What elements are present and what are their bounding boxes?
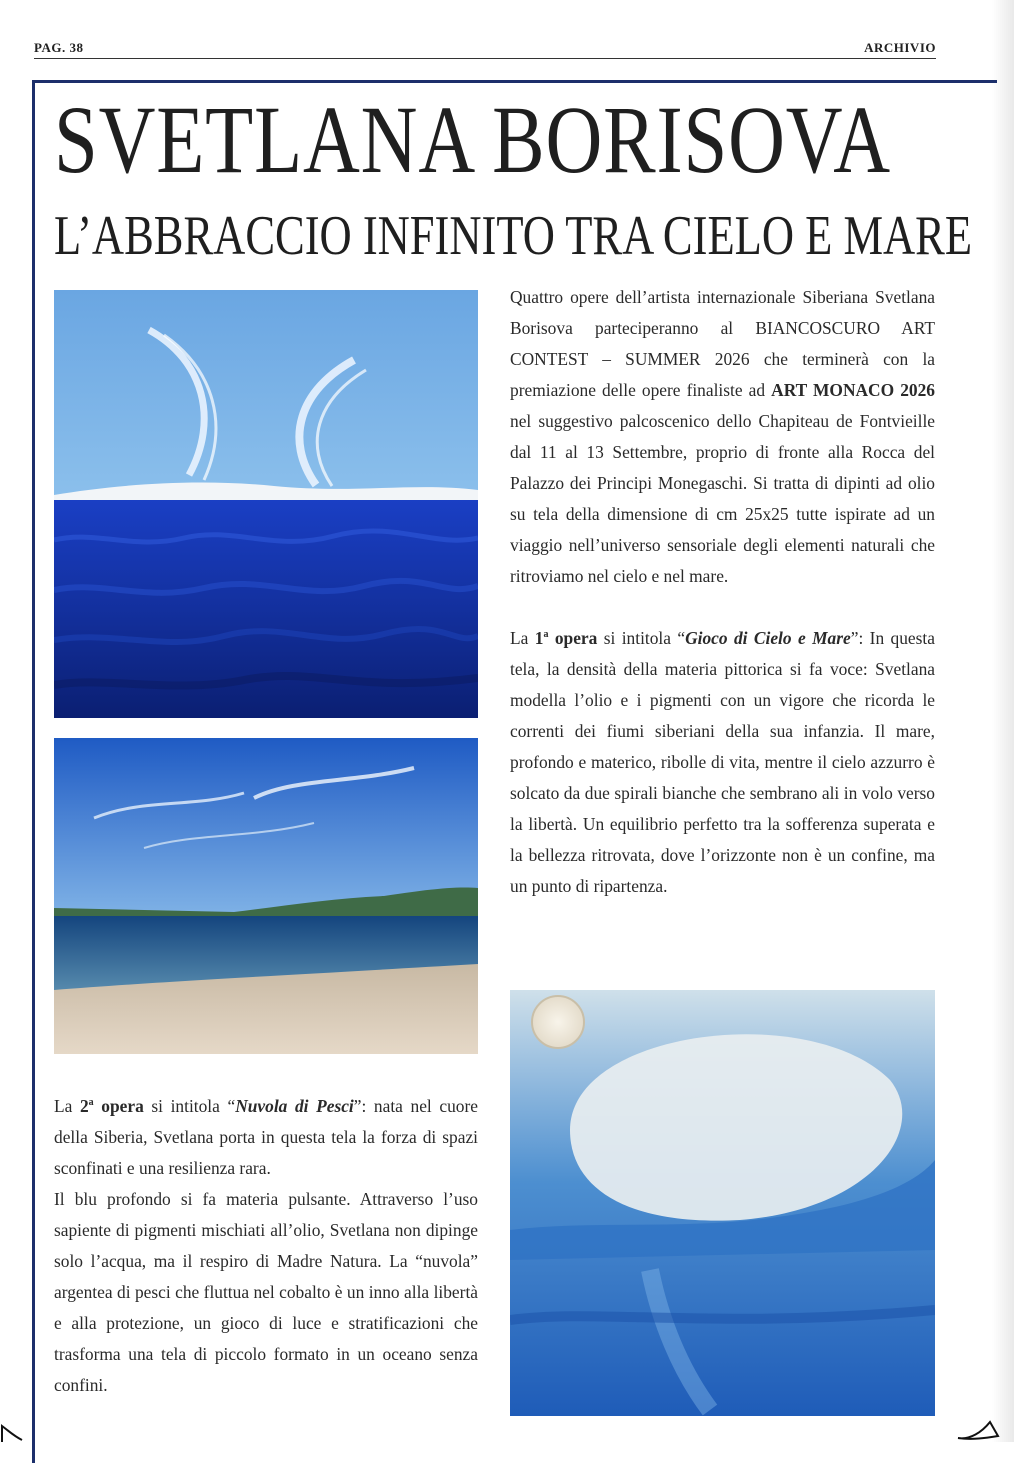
photo-beach — [54, 738, 478, 1054]
intro-paragraph — [510, 282, 935, 592]
opera1-title: Gioco di Cielo e Mare — [685, 628, 851, 648]
opera2-number: 2 — [79, 1096, 89, 1116]
page-curl-left-icon — [0, 1418, 24, 1442]
opera2-word: opera — [93, 1096, 144, 1116]
opera1-prefix: La — [510, 628, 535, 648]
intro-text-1: Quattro opere dell’artista internazionale Siberiana Svetlana Borisova parteciperanno al BIANCOSCURO ART CONTEST – SUMMER 2026 che terminerà con la premiazione delle opere finaliste ad — [510, 287, 935, 400]
section-label: ARCHIVIO — [864, 40, 936, 55]
article-subtitle: L’ABBRACCIO INFINITO TRA CIELO E MARE — [54, 205, 973, 267]
opera2-body: ”: nata nel cuore della Siberia, Svetlana porta in questa tela la forza di spazi sconfinati e una resilienza rara. — [54, 1096, 478, 1178]
article-title: SVETLANA BORISOVA — [54, 86, 891, 193]
page-number: PAG. 38 — [34, 40, 84, 55]
opera1-number: 1 — [534, 628, 544, 648]
opera2-prefix: La — [54, 1096, 80, 1116]
opera2-paragraph — [54, 1091, 478, 1184]
opera1-body: ”: In questa tela, la densità della materia pittorica si fa voce: Svetlana modella l’olio e i pigmenti con un vigore che ricorda le correnti dei fiumi siberiani della sua infanzia. Il mare, profondo e materico, ribolle di vita, mentre il cielo azzurro è solcato da due spirali bianche che sembrano ali in volo verso la libertà. Un equilibrio perfetto tra la sofferenza superata e la bellezza ritrovata, dove l’orizzonte non è un confine, ma un punto di ripartenza. — [510, 628, 935, 896]
page-header — [34, 38, 936, 59]
opera1-word: opera — [548, 628, 598, 648]
opera2-column — [54, 1091, 478, 1401]
opera2-mid: si intitola “ — [143, 1096, 236, 1116]
page-curl-right-icon — [956, 1418, 1000, 1442]
paragraph-gap — [510, 592, 935, 623]
opera1-ordinal: a — [543, 629, 549, 641]
intro-text-2: nel suggestivo palcoscenico dello Chapiteau de Fontvieille dal 11 al 13 Settembre, proprio di fronte alla Rocca del Palazzo dei Principi Monegaschi. Si tratta di dipinti ad olio su tela della dimensione di cm 25x25 tutte ispirate ad un viaggio nell’universo sensoriale degli elementi naturali che ritroviamo nel cielo e nel mare. — [510, 411, 935, 586]
painting-fish-cloud — [510, 990, 935, 1416]
art-monaco-bold: ART MONACO 2026 — [771, 380, 935, 400]
opera1-mid: si intitola “ — [597, 628, 686, 648]
opera1-paragraph — [510, 623, 935, 902]
painting-sky-and-sea — [54, 290, 478, 718]
opera2-title: Nuvola di Pesci — [235, 1096, 354, 1116]
opera2-paragraph-2: Il blu profondo si fa materia pulsante. Attraverso l’uso sapiente di pigmenti mischiati all’olio, Svetlana non dipinge solo l’acqua, ma il respiro di Madre Natura. La “nuvola” argentea di pesci che fluttua nel cobalto è un inno alla libertà e alla protezione, un gioco di luce e stratificazioni che trasforma una tela di piccolo formato in un oceano senza confini. — [54, 1189, 478, 1395]
intro-column — [510, 282, 935, 902]
opera2-ordinal: a — [88, 1097, 94, 1109]
